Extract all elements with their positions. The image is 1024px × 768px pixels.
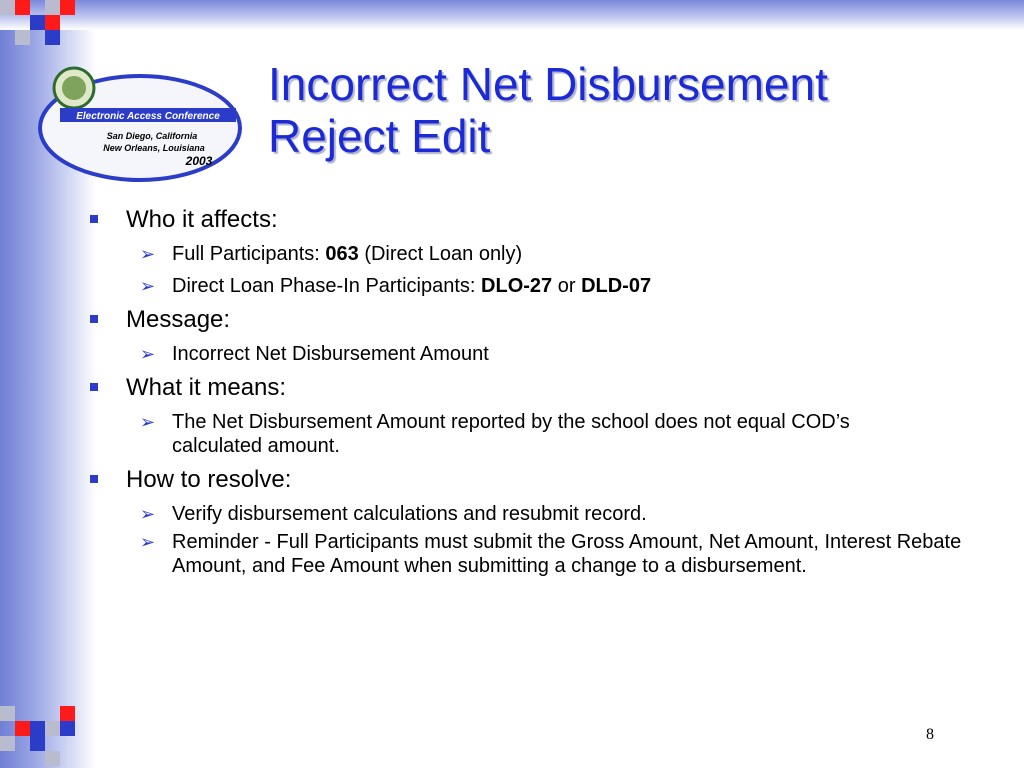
svg-text:New Orleans, Louisiana: New Orleans, Louisiana <box>103 143 205 153</box>
page-number: 8 <box>926 726 934 743</box>
title-line-2: Reject Edit <box>268 110 491 162</box>
slide-body <box>90 206 960 586</box>
bullet-how-to-resolve: How to resolve: <box>90 466 960 494</box>
bullet-who-it-affects: Who it affects: <box>90 206 960 234</box>
arrow-bullet-icon: ➢ <box>140 412 156 432</box>
arrow-bullet-icon: ➢ <box>140 244 156 264</box>
bullet-what-it-means: What it means: <box>90 374 960 402</box>
title-line-1: Incorrect Net Disbursement <box>268 58 828 110</box>
top-gradient-band <box>0 0 1024 30</box>
conference-logo <box>34 66 246 186</box>
top-checker-decoration <box>0 0 80 50</box>
square-bullet-icon <box>90 315 98 323</box>
svg-text:San Diego, California: San Diego, California <box>106 131 198 141</box>
svg-text:Electronic Access Conference: Electronic Access Conference <box>76 111 220 122</box>
arrow-bullet-icon: ➢ <box>140 504 156 524</box>
sub-bullet-full-participants: ➢ Full Participants: 063 (Direct Loan only) <box>140 243 523 265</box>
bullet-message: Message: <box>90 306 960 334</box>
sub-bullet-message-text: ➢ Incorrect Net Disbursement Amount <box>140 343 489 365</box>
sub-bullet-meaning-text: ➢ The Net Disbursement Amount reported by the school does not equal COD’s calculated amount. <box>140 411 850 457</box>
square-bullet-icon <box>90 475 98 483</box>
svg-text:2003: 2003 <box>185 154 213 168</box>
square-bullet-icon <box>90 383 98 391</box>
arrow-bullet-icon: ➢ <box>140 532 156 552</box>
sub-bullet-verify: ➢ Verify disbursement calculations and resubmit record. <box>140 503 647 525</box>
sub-bullet-phase-in-participants: ➢ Direct Loan Phase-In Participants: DLO-27 or DLD-07 <box>140 275 652 297</box>
bottom-checker-decoration <box>0 706 80 768</box>
arrow-bullet-icon: ➢ <box>140 276 156 296</box>
sub-bullet-reminder: ➢ Reminder - Full Participants must submit the Gross Amount, Net Amount, Interest Rebate Amount, and Fee Amount when submitting a change to a disbursement. <box>140 531 962 577</box>
square-bullet-icon <box>90 215 98 223</box>
arrow-bullet-icon: ➢ <box>140 344 156 364</box>
slide-title <box>268 58 988 162</box>
